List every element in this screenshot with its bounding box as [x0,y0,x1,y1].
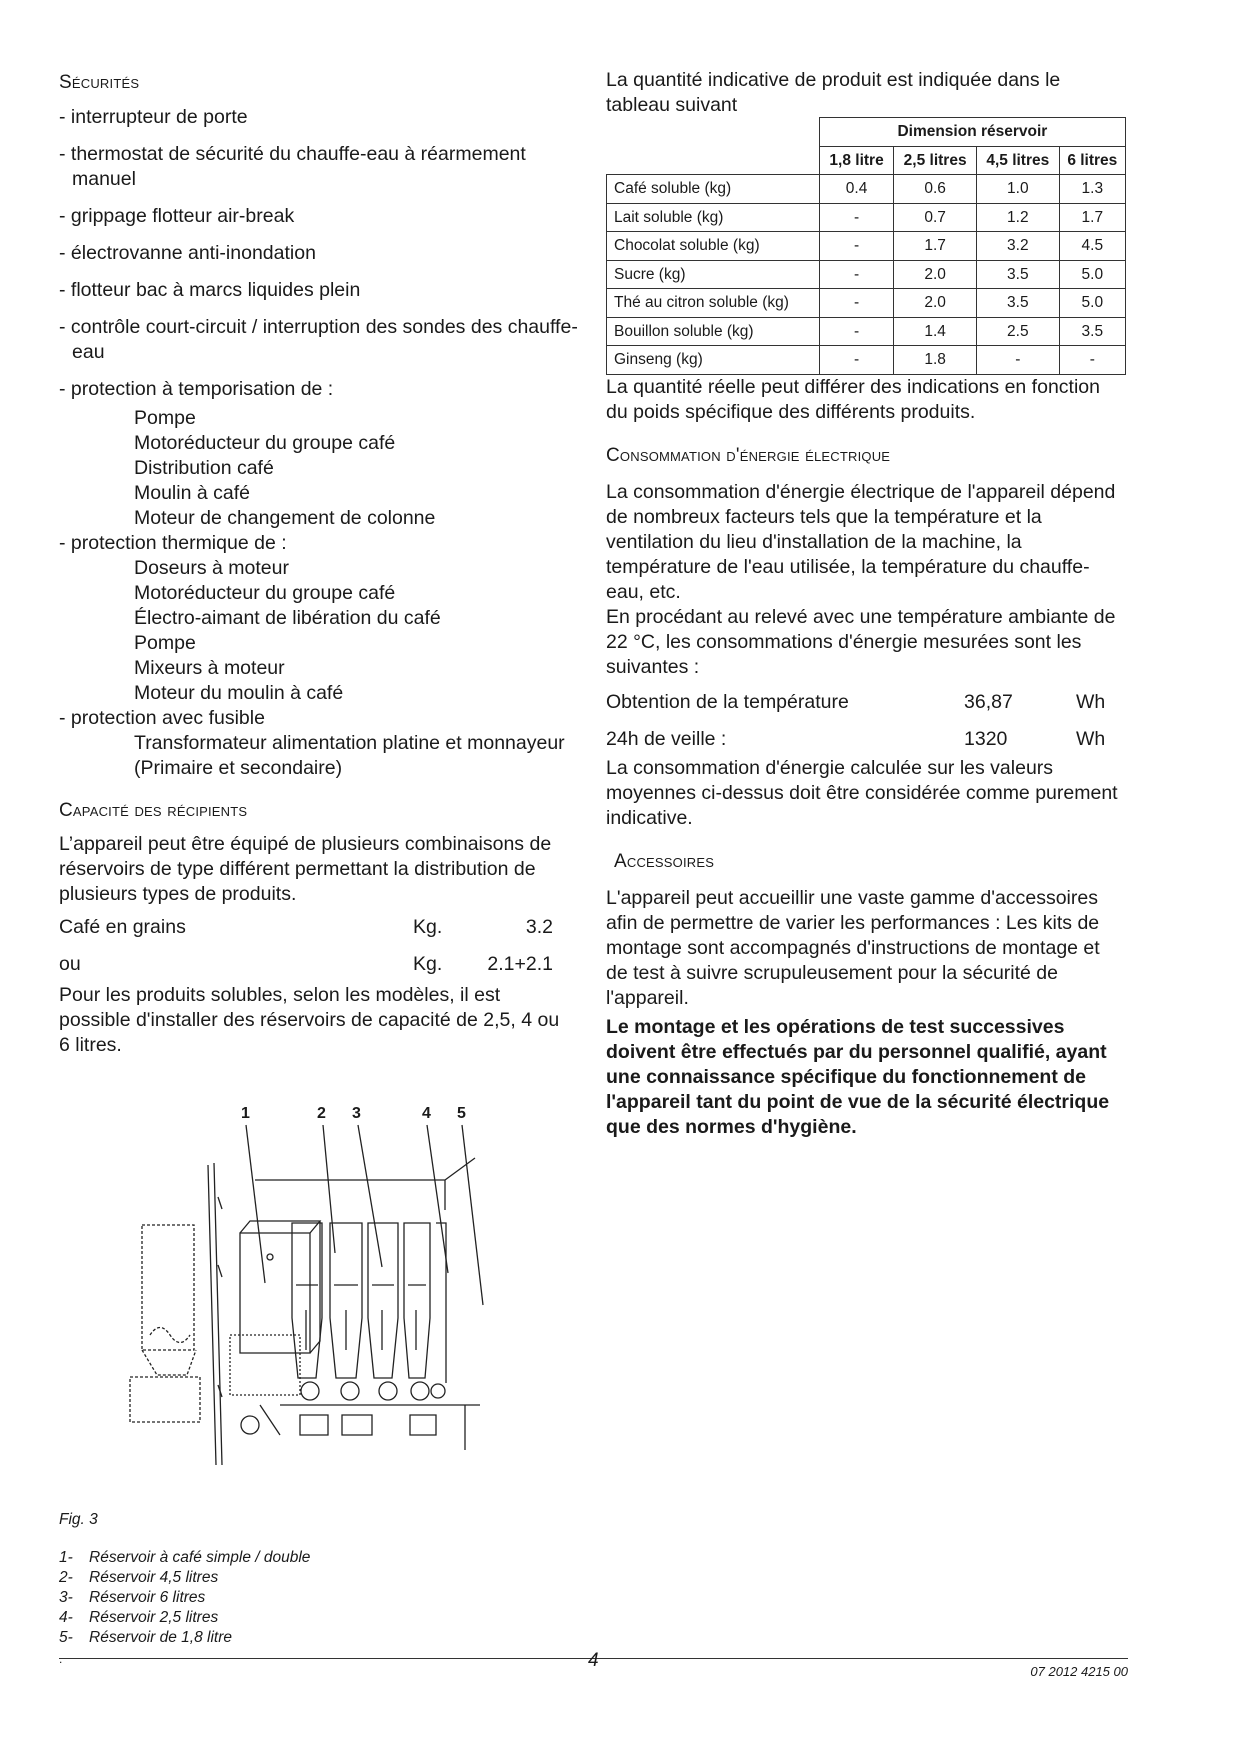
table-row: Ginseng (kg) - 1.8 - - [607,346,1126,375]
list-item: Pompe [134,632,196,654]
page-number: 4 [588,1650,599,1671]
list-item: Pompe [134,407,196,429]
legend-item: 1- Réservoir à café simple / double [59,1549,311,1566]
table-intro: La quantité indicative de produit est indiquée dans le tableau suivant [606,69,1061,116]
legend-item: 5- Réservoir de 1,8 litre [59,1629,233,1646]
legend-item: 3- Réservoir 6 litres [59,1589,206,1606]
doc-code: 07 2012 4215 00 [1030,1664,1128,1679]
table-row: Thé au citron soluble (kg) - 2.0 3.5 5.0 [607,289,1126,318]
column-header: 6 litres [1059,146,1125,175]
figure-label: 1 [241,1105,250,1122]
list-item: Distribution café [134,457,274,479]
thermique-list [59,556,579,706]
energie-text: La consommation d'énergie calculée sur les valeurs moyennes ci-dessus doit être considérée comme purement indicative. [606,756,1118,829]
list-item: (Primaire et secondaire) [134,757,343,779]
figure-label: 4 [422,1105,431,1122]
left-column [59,70,579,1058]
grains-value: 3.2 [525,916,553,938]
safety-item: - électrovanne anti-inondation [59,242,316,264]
list-item: Mixeurs à moteur [134,657,285,679]
figure-caption: Fig. 3 [59,1511,98,1528]
figure-label: 3 [352,1105,361,1122]
securites-heading: Sécurités [59,72,140,93]
list-item: Motoréducteur du groupe café [134,582,396,604]
table-note: La quantité réelle peut différer des indications en fonction du poids spécifique des différents produits. [606,375,1100,423]
safety-item: - grippage flotteur air-break [59,205,295,227]
energie-heading: Consommation d'énergie électrique [606,444,891,466]
figure-label: 5 [457,1105,466,1122]
column-header: 4,5 litres [976,146,1059,175]
legend-item: 4- Réservoir 2,5 litres [59,1609,219,1626]
accessoires-text: L'appareil peut accueillir une vaste gamme d'accessoires afin de permettre de varier les performances : Les kits de montage sont accompagnés d'instructions de montage et de test à suivre scrupuleusement pour la sécurité de l'appareil. [606,886,1100,1009]
list-item: Doseurs à moteur [134,557,289,579]
mesure-row: 24h de veille : 1320 Wh [606,727,1106,750]
list-item: Motoréducteur du groupe café [134,432,396,454]
accessoires-warning: Le montage et les opérations de test successives doivent être effectués par du personnel qualifié, ayant une connaissance spécifique du fonctionnement de l'appareil tant du point de vue de la sécurité électrique que des normes d'hygiène. [606,1015,1110,1138]
ou-value: 2.1+2.1 [487,953,553,975]
ou-label: ou [59,953,81,975]
grains-row [59,915,579,940]
list-item: Moteur du moulin à café [134,682,344,704]
table-row: Bouillon soluble (kg) - 1.4 2.5 3.5 [607,317,1126,346]
table-row: Café soluble (kg) 0.4 0.6 1.0 1.3 [607,175,1126,204]
right-column [606,68,1126,1140]
list-item: Moteur de changement de colonne [134,507,436,529]
temporisation-list [59,406,579,531]
fusible-label: - protection avec fusible [59,707,265,729]
reservoir-drawing [120,1105,500,1465]
column-header: 2,5 litres [894,146,977,175]
thermique-label: - protection thermique de : [59,532,287,554]
energie-text: La consommation d'énergie électrique de l'appareil dépend de nombreux facteurs tels que la température et la ventilation du lieu d'installation de la machine, la température de l'eau utilisée, la température du chauffe-eau, etc. [606,480,1116,603]
quantity-table [606,117,1126,375]
capacite-heading: Capacité des récipients [59,800,248,821]
grains-unit: Kg. [413,916,443,938]
list-item: Électro-aimant de libération du café [134,607,441,629]
accessoires-heading: Accessoires [614,850,715,872]
mesure-row: Obtention de la température 36,87 Wh [606,690,1106,713]
ou-row [59,952,579,977]
safety-item: - thermostat de sécurité du chauffe-eau à réarmement manuel [59,143,526,190]
capacite-text: L’appareil peut être équipé de plusieurs combinaisons de réservoirs de type différent permettant la distribution de plusieurs types de produits. [59,833,552,905]
energie-text: En procédant au relevé avec une température ambiante de 22 °C, les consommations d'énergie mesurées sont les suivantes : [606,605,1116,678]
legend-item: 2- Réservoir 4,5 litres [59,1569,219,1586]
list-item: Transformateur alimentation platine et monnayeur [134,732,565,754]
safety-item: - protection à temporisation de : [59,378,334,400]
figure-label: 2 [317,1105,326,1122]
table-group-header: Dimension réservoir [819,118,1125,147]
column-header: 1,8 litre [819,146,894,175]
table-row: Chocolat soluble (kg) - 1.7 3.2 4.5 [607,232,1126,261]
grains-label: Café en grains [59,916,186,938]
figure-legend [59,1548,310,1648]
solubles-text: Pour les produits solubles, selon les modèles, il est possible d'installer des réservoirs de capacité de 2,5, 4 ou 6 litres. [59,984,560,1056]
safety-item: - interrupteur de porte [59,106,248,128]
figure-3 [120,1105,500,1465]
safety-item: - flotteur bac à marcs liquides plein [59,279,361,301]
table-row: Lait soluble (kg) - 0.7 1.2 1.7 [607,203,1126,232]
table-row: Sucre (kg) - 2.0 3.5 5.0 [607,260,1126,289]
ou-unit: Kg. [413,953,443,975]
footer-dot: . [59,1652,63,1666]
list-item: Moulin à café [134,482,250,504]
fusible-list [59,731,579,781]
safety-item: - contrôle court-circuit / interruption des sondes des chauffe-eau [59,316,578,363]
